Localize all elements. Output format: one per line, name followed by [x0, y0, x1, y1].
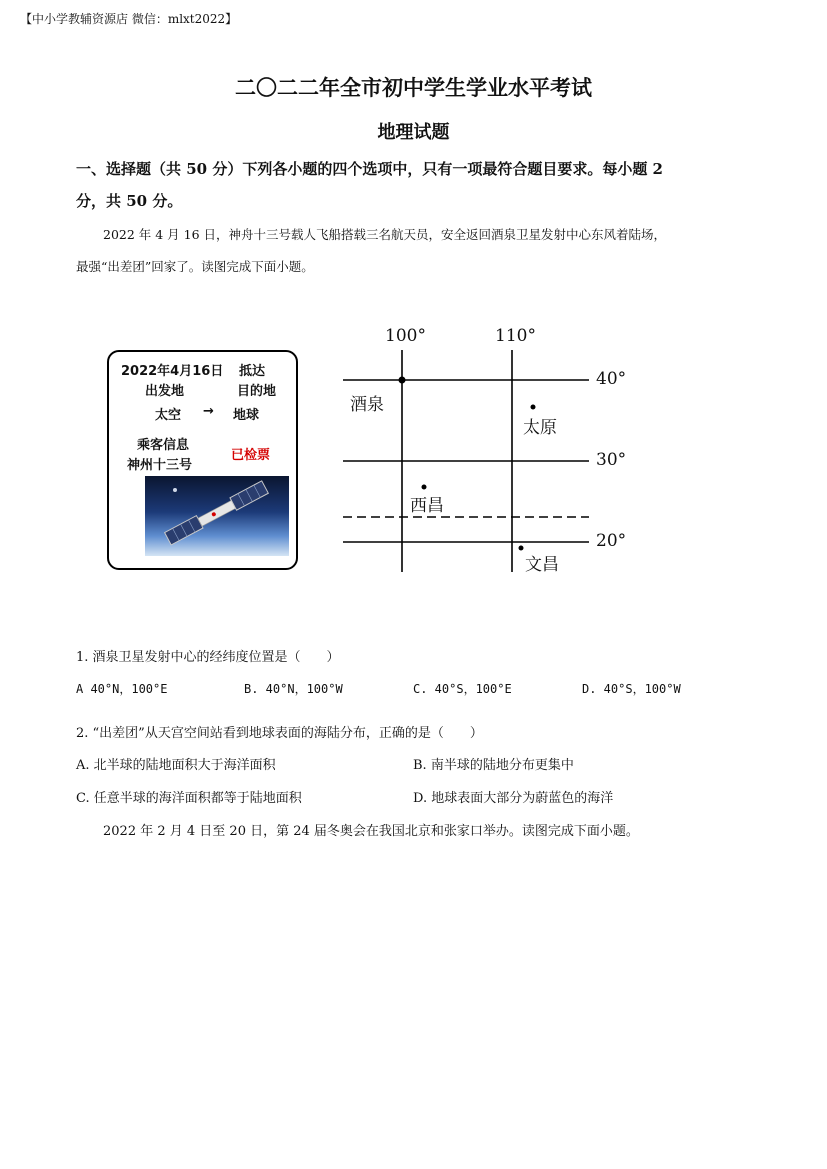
ticket-origin-label: 出发地	[145, 384, 185, 399]
question-2-option-b: B. 南半球的陆地分布更集中	[413, 758, 574, 773]
ticket-status-stamp: 已检票	[231, 448, 271, 463]
ticket-dest-label: 目的地	[237, 384, 277, 399]
jiuquan-point	[399, 377, 406, 384]
arrow-right-icon: →	[203, 404, 214, 419]
location-map	[340, 320, 630, 582]
section-instruction-line2: 分，共 50 分。	[76, 192, 183, 210]
question-1-option-d: D. 40°S，100°W	[582, 682, 681, 696]
longitude-110-label: 110°	[495, 326, 536, 346]
section-instruction-line1: 一、选择题（共 50 分）下列各小题的四个选项中，只有一项最符合题目要求。每小题 2	[76, 160, 663, 178]
next-material-intro: 2022 年 2 月 4 日至 20 日，第 24 届冬奥会在我国北京和张家口举办。读图完成下面小题。	[103, 824, 639, 839]
taiyuan-point	[531, 405, 536, 410]
ticket-arrive: 抵达	[239, 364, 266, 379]
question-1-option-b: B. 40°N，100°W	[244, 682, 343, 696]
space-station-image	[145, 476, 289, 556]
ticket-passenger-label: 乘客信息	[137, 438, 190, 453]
ticket-passenger: 神州十三号	[127, 458, 193, 473]
latitude-20-label: 20°	[596, 531, 627, 551]
latlon-grid	[340, 320, 630, 582]
wenchang-point	[519, 546, 524, 551]
ticket-date: 2022年4月16日	[121, 364, 224, 379]
question-2-option-d: D. 地球表面大部分为蔚蓝色的海洋	[413, 791, 614, 806]
space-station-icon	[145, 476, 289, 556]
longitude-100-label: 100°	[385, 326, 426, 346]
material-intro-line2: 最强“出差团”回家了。读图完成下面小题。	[76, 259, 314, 274]
question-2-option-c: C. 任意半球的海洋面积都等于陆地面积	[76, 791, 302, 806]
ticket-dest: 地球	[233, 408, 260, 423]
question-1-option-c: C. 40°S，100°E	[413, 682, 512, 696]
city-xichang: 西昌	[410, 496, 444, 516]
ticket-origin: 太空	[155, 408, 182, 423]
exam-title: 二〇二二年全市初中学生学业水平考试	[235, 75, 592, 100]
city-taiyuan: 太原	[523, 418, 557, 438]
boarding-ticket	[107, 350, 298, 570]
question-2-stem: 2. “出差团”从天宫空间站看到地球表面的海陆分布，正确的是（ ）	[76, 726, 483, 741]
city-jiuquan: 酒泉	[350, 395, 384, 415]
latitude-30-label: 30°	[596, 450, 627, 470]
page-header: 【中小学教辅资源店 微信：mlxt2022】	[20, 12, 238, 26]
exam-subtitle: 地理试题	[377, 122, 450, 143]
question-2-option-a: A. 北半球的陆地面积大于海洋面积	[76, 758, 276, 773]
city-wenchang: 文昌	[525, 555, 559, 575]
question-1-option-a: A 40°N，100°E	[76, 682, 168, 696]
question-1-stem: 1. 酒泉卫星发射中心的经纬度位置是（ ）	[76, 650, 340, 665]
xichang-point	[422, 485, 427, 490]
material-intro-line1: 2022 年 4 月 16 日，神舟十三号载人飞船搭载三名航天员，安全返回酒泉卫星发射中心东风着陆场，	[103, 227, 667, 242]
latitude-40-label: 40°	[596, 369, 627, 389]
